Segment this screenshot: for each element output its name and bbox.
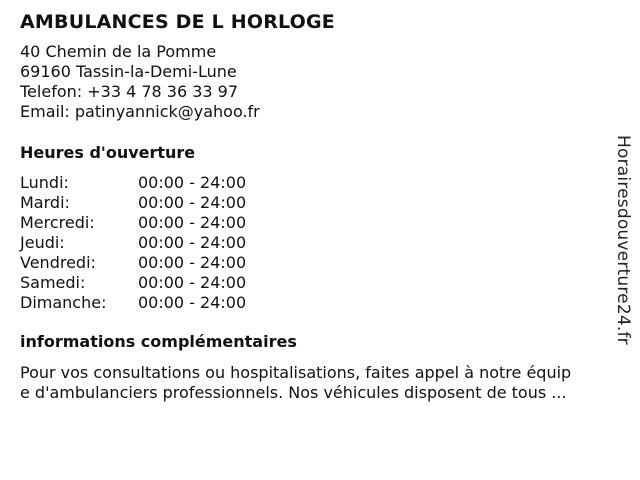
hours-row-thursday <box>20 233 610 253</box>
opening-hours-heading: Heures d'ouverture <box>20 143 196 162</box>
city-address: 69160 Tassin-la-Demi-Lune <box>20 62 237 81</box>
time-range: 00:00 - 24:00 <box>138 233 247 252</box>
hours-row-saturday <box>20 273 610 293</box>
time-range: 00:00 - 24:00 <box>138 273 247 292</box>
time-range: 00:00 - 24:00 <box>138 173 247 192</box>
email-address: Email: patinyannick@yahoo.fr <box>20 102 260 121</box>
business-title: AMBULANCES DE L HORLOGE <box>20 11 335 33</box>
hours-row-friday <box>20 253 610 273</box>
hours-row-monday <box>20 173 610 193</box>
info-text-line: e d'ambulanciers professionnels. Nos véhicules disposent de tous ... <box>20 383 567 402</box>
site-watermark: Horairesdouverture24.fr <box>613 135 633 345</box>
day-label: Mercredi: <box>20 213 95 232</box>
day-label: Dimanche: <box>20 293 107 312</box>
street-address: 40 Chemin de la Pomme <box>20 42 217 61</box>
time-range: 00:00 - 24:00 <box>138 253 247 272</box>
day-label: Jeudi: <box>20 233 65 252</box>
day-label: Vendredi: <box>20 253 96 272</box>
day-label: Lundi: <box>20 173 69 192</box>
hours-row-tuesday <box>20 193 610 213</box>
address-block <box>20 42 610 122</box>
time-range: 00:00 - 24:00 <box>138 213 247 232</box>
time-range: 00:00 - 24:00 <box>138 293 247 312</box>
business-card <box>20 10 610 403</box>
day-label: Samedi: <box>20 273 86 292</box>
hours-row-wednesday <box>20 213 610 233</box>
day-label: Mardi: <box>20 193 70 212</box>
info-text-line: Pour vos consultations ou hospitalisations, faites appel à notre équip <box>20 363 572 382</box>
hours-row-sunday <box>20 293 610 313</box>
time-range: 00:00 - 24:00 <box>138 193 247 212</box>
phone-number: Telefon: +33 4 78 36 33 97 <box>20 82 239 101</box>
additional-info-text <box>20 363 620 403</box>
opening-hours-list <box>20 173 610 313</box>
additional-info-heading: informations complémentaires <box>20 332 297 351</box>
